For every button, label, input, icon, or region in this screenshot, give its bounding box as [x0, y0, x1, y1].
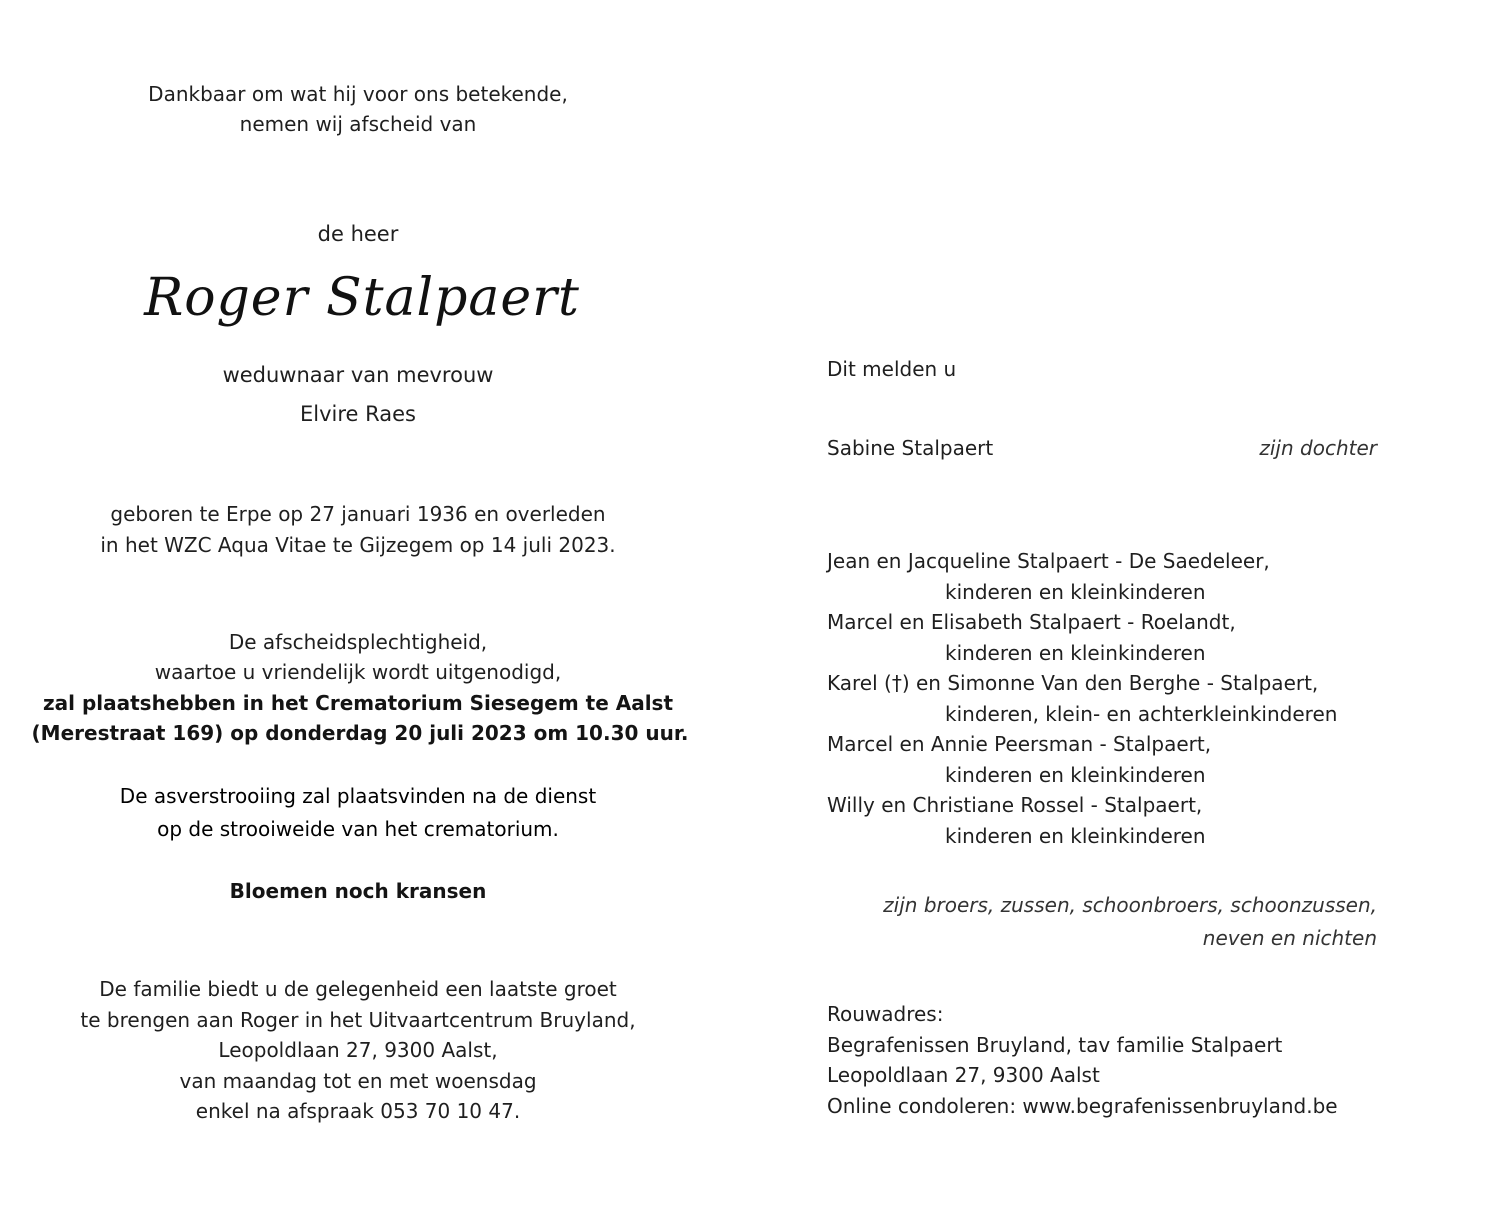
address-funeral-home: Begrafenissen Bruyland, tav familie Stalpaert	[827, 1033, 1283, 1057]
family-line-9: Willy en Christiane Rossel - Stalpaert,	[827, 793, 1203, 817]
visit-line-5: enkel na afspraak 053 70 10 47.	[195, 1099, 521, 1123]
ceremony-line-1: De afscheidsplechtigheid,	[228, 630, 488, 654]
family-line-4: kinderen en kleinkinderen	[945, 641, 1206, 665]
visit-line-2: te brengen aan Roger in het Uitvaartcentrum Bruyland,	[80, 1008, 636, 1032]
ceremony-line-2: waartoe u vriendelijk wordt uitgenodigd,	[154, 660, 562, 684]
family-line-7: Marcel en Annie Peersman - Stalpaert,	[827, 732, 1212, 756]
daughter-role: zijn dochter	[1259, 436, 1377, 460]
relations-line-2: neven en nichten	[1202, 926, 1377, 950]
intro-line-2: nemen wij afscheid van	[239, 112, 477, 136]
family-line-10: kinderen en kleinkinderen	[945, 824, 1206, 848]
family-line-6: kinderen, klein- en achterkleinkinderen	[945, 702, 1338, 726]
family-line-3: Marcel en Elisabeth Stalpaert - Roelandt,	[827, 610, 1236, 634]
visit-line-3: Leopoldlaan 27, 9300 Aalst,	[218, 1038, 498, 1062]
intro-line-1: Dankbaar om wat hij voor ons betekende,	[148, 82, 568, 106]
address-label: Rouwadres:	[827, 1002, 944, 1026]
ashes-line-1: De asverstrooiing zal plaatsvinden na de dienst	[119, 784, 597, 808]
address-street: Leopoldlaan 27, 9300 Aalst	[827, 1063, 1100, 1087]
family-line-2: kinderen en kleinkinderen	[945, 580, 1206, 604]
flowers-note: Bloemen noch kransen	[229, 879, 487, 903]
online-condolence-link[interactable]: Online condoleren: www.begrafenissenbruyland.be	[827, 1094, 1338, 1118]
deceased-name: Roger Stalpaert	[144, 268, 580, 328]
salutation: de heer	[317, 222, 399, 246]
visit-line-4: van maandag tot en met woensdag	[179, 1069, 537, 1093]
ceremony-location-line-2: (Merestraat 169) op donderdag 20 juli 2023 om 10.30 uur.	[31, 721, 689, 745]
birth-death-line-2: in het WZC Aqua Vitae te Gijzegem op 14 juli 2023.	[100, 533, 616, 557]
widower-label: weduwnaar van mevrouw	[222, 363, 494, 387]
relations-line-1: zijn broers, zussen, schoonbroers, schoonzussen,	[883, 893, 1377, 917]
family-line-8: kinderen en kleinkinderen	[945, 763, 1206, 787]
birth-death-line-1: geboren te Erpe op 27 januari 1936 en overleden	[110, 502, 606, 526]
ceremony-location-line-1: zal plaatshebben in het Crematorium Siesegem te Aalst	[42, 691, 674, 715]
announce-label: Dit melden u	[827, 357, 957, 381]
family-line-5: Karel (†) en Simonne Van den Berghe - Stalpaert,	[827, 671, 1319, 695]
spouse-name: Elvire Raes	[300, 402, 416, 426]
ashes-line-2: op de strooiweide van het crematorium.	[157, 817, 559, 841]
visit-line-1: De familie biedt u de gelegenheid een laatste groet	[99, 977, 617, 1001]
family-line-1: Jean en Jacqueline Stalpaert - De Saedeleer,	[827, 549, 1270, 573]
daughter-name: Sabine Stalpaert	[827, 436, 994, 460]
